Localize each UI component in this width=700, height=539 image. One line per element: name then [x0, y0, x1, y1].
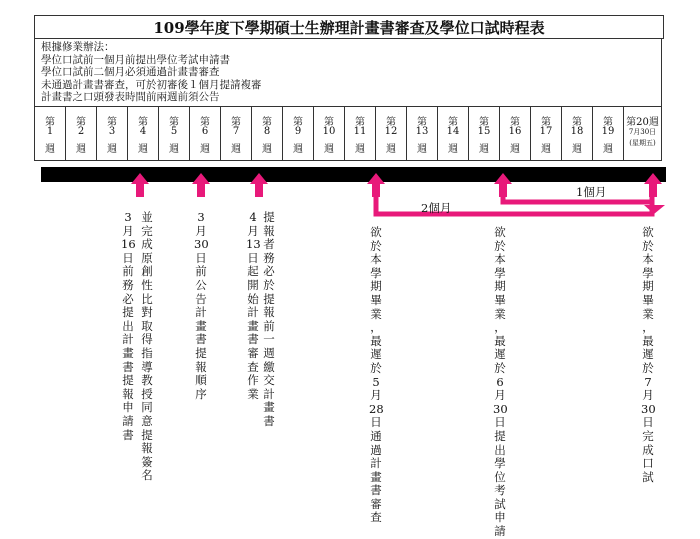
week-label-bottom: 週: [169, 144, 179, 155]
rules-line: 計畫書之口頭發表時間前兩週前須公告: [41, 91, 220, 103]
arrow-week20: [644, 173, 662, 197]
week-label-bottom: 週: [572, 144, 582, 155]
week-number: 1: [46, 126, 54, 137]
note-week8-col1: 提 報 者 務 必 於 提 報 前 一 週 繳 交 計 畫 書: [263, 210, 275, 428]
note-week4-col1: 並 完 成 原 創 性 比 對 取 得 指 導 教 授 同 意 提 報 簽 名: [141, 210, 153, 483]
arrow-week16: [494, 173, 512, 197]
week-label-top: 第: [603, 117, 613, 128]
week-label-top: 第: [231, 117, 241, 128]
week-label-bottom: 週: [541, 144, 551, 155]
note-week8-col2: 4 月 13 日 起 開 始 計 畫 書 審 查 作 業: [246, 210, 261, 401]
week-label-bottom: 週: [603, 144, 613, 155]
arrow-week4: [131, 173, 149, 197]
week-number: 5: [170, 126, 178, 137]
week-label-bottom: 週: [448, 144, 458, 155]
week-label-top: 第: [479, 117, 489, 128]
week-number: 17: [539, 126, 553, 137]
rules-line: 學位口試前二個月必須通過計畫書審查: [41, 66, 220, 78]
week-number: 8: [263, 126, 271, 137]
week-number: 18: [570, 126, 584, 137]
week-label-top: 第: [76, 117, 86, 128]
week-label-top: 第: [355, 117, 365, 128]
week-number: 16: [508, 126, 522, 137]
arrow-week8: [250, 173, 268, 197]
note-week6: 3 月 30 日 前 公 告 計 畫 書 提 報 順 序: [194, 210, 209, 401]
week-label-bottom: 週: [45, 144, 55, 155]
week-label-top: 第: [200, 117, 210, 128]
week-label-top: 第: [324, 117, 334, 128]
week-label-top: 第: [572, 117, 582, 128]
week-label-bottom: 週: [138, 144, 148, 155]
week-label-bottom: 週: [262, 144, 272, 155]
week-number: 13: [415, 126, 429, 137]
week-label-top: 第: [448, 117, 458, 128]
week-number: 14: [446, 126, 460, 137]
rules-line: 未通過計畫書審查，可於初審後１個月提請複審: [41, 78, 262, 91]
week-number: 19: [601, 126, 615, 137]
week-number: 2: [77, 126, 85, 137]
week-label-bottom: 週: [200, 144, 210, 155]
arrow-week12: [367, 173, 385, 197]
page-title: 109學年度下學期碩士生辦理計畫書審查及學位口試時程表: [34, 15, 664, 39]
two-month-bracket: [376, 196, 652, 214]
note-week16: 欲 於 本 學 期 畢 業 ， 最 遲 於 6 月 30 日 提 出 學 位 考 試 申 請: [493, 225, 508, 539]
week-label-bottom: 週: [107, 144, 117, 155]
week-label-top: 第: [510, 117, 520, 128]
week-number: 4: [139, 126, 147, 137]
week-number: 6: [201, 126, 209, 137]
week-label-bottom: 週: [293, 144, 303, 155]
week-label-top: 第: [293, 117, 303, 128]
note-week20: 欲 於 本 學 期 畢 業 ， 最 遲 於 7 月 30 日 完 成 口 試: [641, 225, 656, 484]
week-label-top: 第: [138, 117, 148, 128]
arrow-week6: [192, 173, 210, 197]
rules-line: 學位口試前一個月前提出學位考試申請書: [41, 53, 230, 66]
week-label-bottom: 週: [231, 144, 241, 155]
week-number: 15: [477, 126, 491, 137]
week-label-bottom: 週: [479, 144, 489, 155]
week-label-bottom: 週: [510, 144, 520, 155]
week-label-top: 第: [45, 117, 55, 128]
week-label-bottom: 週: [324, 144, 334, 155]
final-date: 7月30日: [628, 128, 657, 136]
week-number: 9: [294, 126, 302, 137]
week-number: 10: [322, 126, 336, 137]
week-number: 3: [108, 126, 116, 137]
week-number: 7: [232, 126, 240, 137]
week-label-bottom: 週: [386, 144, 396, 155]
final-day: (星期五): [629, 139, 656, 147]
week-label-top: 第: [107, 117, 117, 128]
week-label-top: 第: [262, 117, 272, 128]
rules-heading: 根據修業辦法：: [41, 41, 115, 53]
week-label-bottom: 週: [417, 144, 427, 155]
week-number: 12: [384, 126, 398, 137]
week-label-top: 第: [541, 117, 551, 128]
note-week12: 欲 於 本 學 期 畢 業 ， 最 遲 於 5 月 28 日 通 過 計 畫 書 審 查: [369, 225, 384, 525]
week-number: 11: [353, 126, 367, 137]
label-one-month: 1個月: [576, 185, 607, 199]
week-label-top: 第: [386, 117, 396, 128]
note-week4-col2: 3 月 16 日 前 務 必 提 出 計 畫 書 提 報 申 請 書: [121, 210, 136, 442]
week-label-top: 第: [169, 117, 179, 128]
label-two-months: 2個月: [421, 201, 452, 215]
week-label-final: 第20週: [626, 117, 659, 128]
week-label-top: 第: [417, 117, 427, 128]
week-label-bottom: 週: [355, 144, 365, 155]
week-label-bottom: 週: [76, 144, 86, 155]
